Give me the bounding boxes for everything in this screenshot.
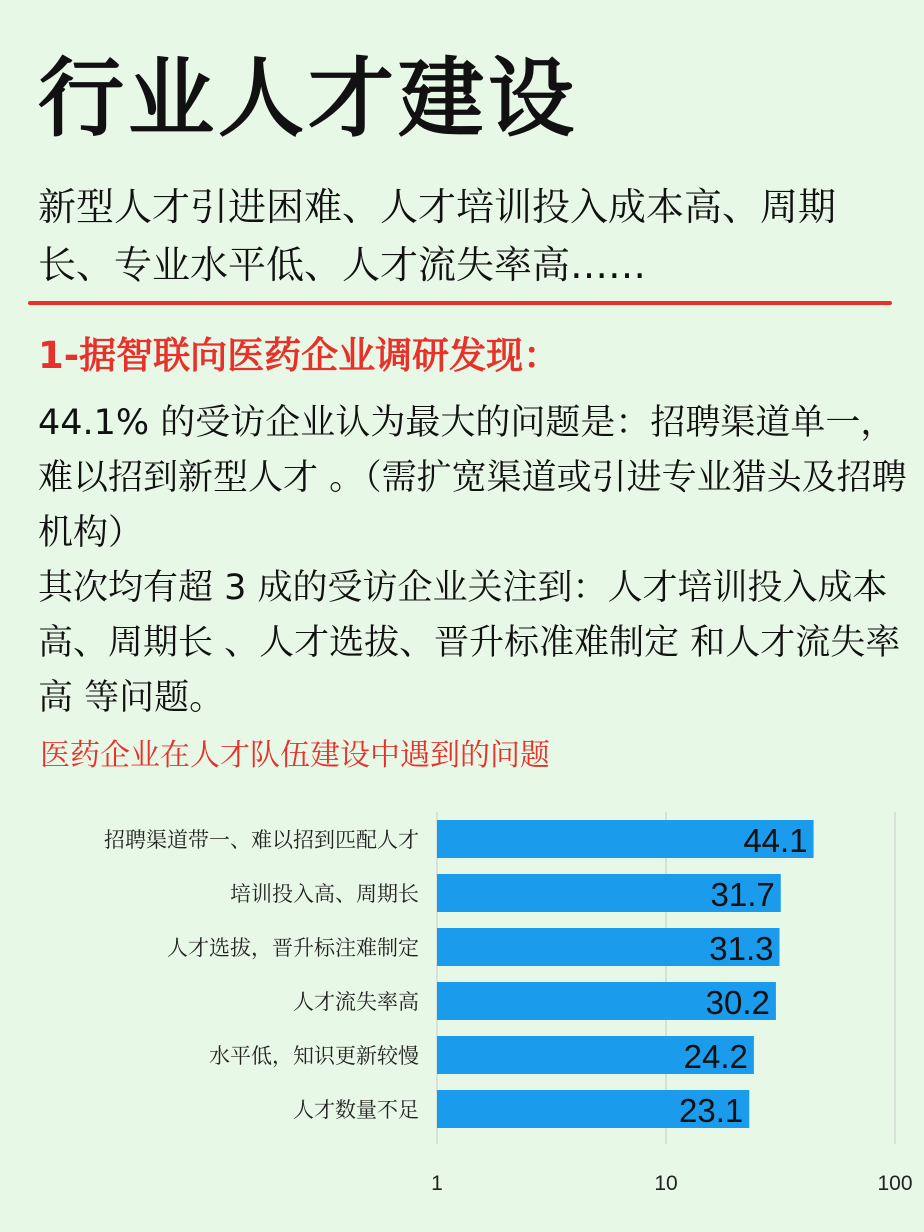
data-label: 23.1: [679, 1092, 744, 1129]
x-tick-label: 1: [431, 1172, 443, 1195]
x-tick-label: 10: [654, 1172, 678, 1195]
intro-text: 新型人才引进困难、人才培训投入成本高、周期长、专业水平低、人才流失率高……: [38, 185, 837, 287]
page-title: 行业人才建设: [38, 49, 578, 149]
finding-text-2: 其次均有超 3 成的受访企业关注到：人才培训投入成本高、周期长 、人才选拔、晋升标准难制定 和人才流失率高 等问题。: [38, 568, 901, 718]
category-label: 培训投入高、周期长: [230, 882, 419, 906]
data-label: 31.7: [710, 876, 775, 913]
section-heading: 1-据智联向医药企业调研发现：: [38, 334, 561, 377]
data-label: 24.2: [683, 1038, 748, 1075]
finding-text-1: 44.1% 的受访企业认为最大的问题是：招聘渠道单一，难以招到新型人才 。（需扩宽渠道或引进专业猎头及招聘机构）: [38, 403, 907, 553]
data-label: 44.1: [743, 822, 808, 859]
category-label: 人才选拔，晋升标注难制定: [167, 936, 419, 960]
red-divider: [28, 301, 892, 305]
bar-chart: [0, 800, 924, 1200]
category-label: 人才流失率高: [293, 990, 419, 1014]
chart-title: 医药企业在人才队伍建设中遇到的问题: [40, 738, 550, 773]
data-label: 31.3: [709, 930, 774, 967]
category-label: 招聘渠道带一、难以招到匹配人才: [104, 828, 419, 852]
category-label: 水平低，知识更新较慢: [209, 1044, 419, 1068]
category-label: 人才数量不足: [293, 1098, 419, 1122]
x-tick-label: 100: [877, 1172, 913, 1195]
data-label: 30.2: [705, 984, 770, 1021]
